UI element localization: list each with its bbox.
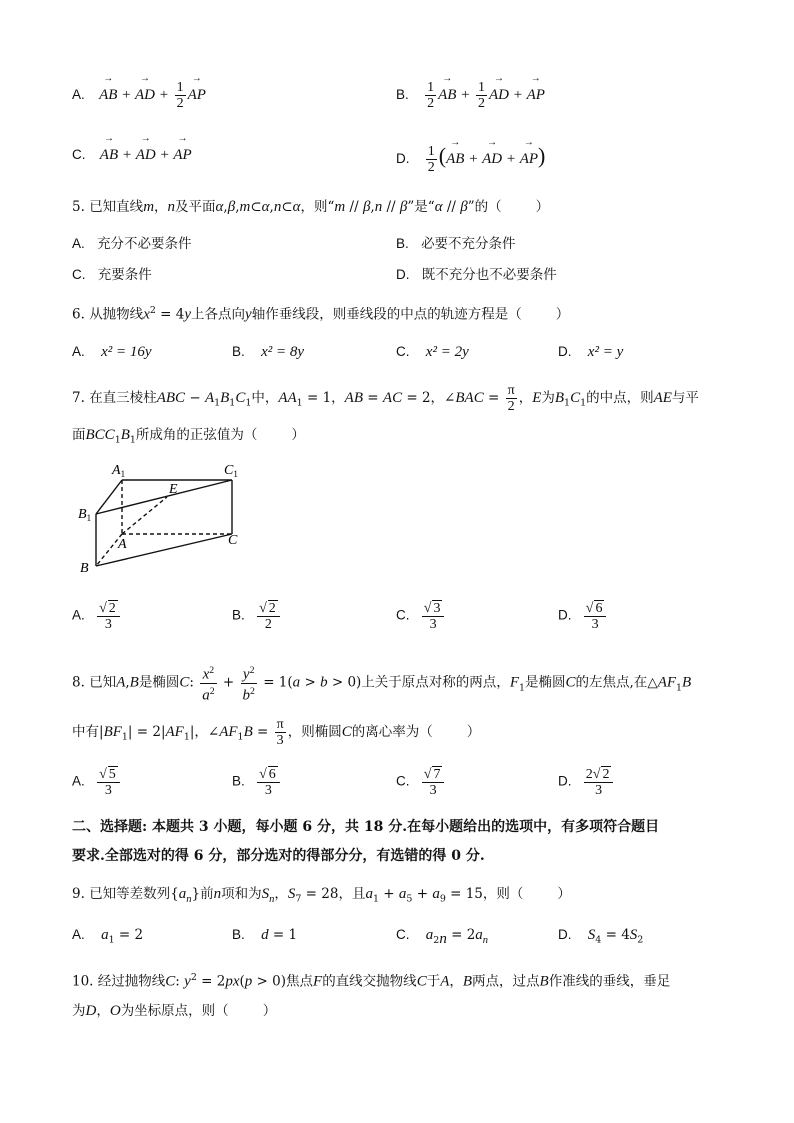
stem-text: 已知等差数列 (89, 886, 171, 902)
stem-text: 的中点，则 (586, 390, 654, 406)
stem-text: 焦点 (286, 973, 314, 990)
question-number: 5. (72, 199, 85, 215)
question-number: 9. (72, 886, 85, 902)
stem-text: ”是“ (407, 199, 435, 215)
label-c1: $C_1$ (224, 463, 238, 479)
option-text: 必要不充分条件 (421, 236, 516, 252)
stem-text: 已知直线 (89, 199, 144, 215)
stem-text: 作准线的垂线，垂足 (548, 973, 671, 990)
stem-text: 上关于原点对称的两点， (361, 674, 510, 691)
stem-text: 是椭圆 (138, 674, 180, 691)
stem-text: 前 (200, 886, 214, 902)
option-label: B. (232, 927, 245, 942)
section-2-heading-line1: 二、选择题: 本题共 3 小题，每小题 6 分，共 18 分.在每小题给出的选项中，有多项符合题目 (72, 819, 660, 835)
q9-option-c: C. $a_{2n} = 2a_n$ (396, 927, 489, 947)
stem-text: 的直线交抛物线 (322, 973, 417, 990)
stem-text: 轴作垂线段，则垂线段的中点的轨迹方程是（ (251, 306, 522, 323)
stem-text: 的离心率为（ (351, 724, 433, 740)
stem-text: 已知 (89, 674, 117, 691)
q8-option-b: B. $\frac{√ 6}{3}$ (232, 766, 282, 798)
option-label: A. (72, 236, 85, 251)
option-label: D. (558, 607, 572, 623)
stem-text: 面 (72, 427, 86, 443)
q4-option-d: D. $\frac{1}{2}$ (→ AB + → AD + → AP) (396, 144, 545, 175)
q6-stem: 6. 从抛物线$x^2 = 4y$上各点向y轴作垂线段，则垂线段的中点的轨迹方程是（ ） (72, 305, 570, 323)
option-label: C. (72, 147, 86, 162)
stem-text: ， (274, 886, 288, 902)
stem-text: ） (262, 1003, 277, 1019)
stem-text: ， (331, 390, 345, 406)
option-label: C. (72, 267, 86, 282)
option-label: D. (396, 150, 410, 166)
q5-option-d (396, 264, 557, 286)
q6-option-a (72, 341, 152, 363)
q7-option-d: D. $\frac{√ 6}{3}$ (558, 600, 608, 632)
section-2-heading-line2: 要求.全部选对的得 6 分，部分选对的得部分分，有选错的得 0 分. (72, 848, 485, 864)
label-e: E (169, 482, 178, 497)
option-label: D. (396, 267, 410, 282)
label-a: A (118, 537, 127, 552)
question-number: 10. (72, 973, 94, 990)
stem-text: 与平 (671, 390, 699, 406)
stem-text: 上各点向 (191, 306, 246, 323)
label-c: C (228, 533, 238, 548)
q7-option-b: B. $\frac{√ 2}{2}$ (232, 600, 282, 632)
option-label: A. (72, 344, 85, 359)
q7-option-c: C. $\frac{√ 3}{3}$ (396, 600, 446, 632)
stem-text: 及平面 (175, 199, 216, 215)
stem-text: 从抛物线 (89, 306, 144, 323)
q5-option-b (396, 233, 516, 255)
stem-text: 为坐标原点，则（ (120, 1003, 229, 1019)
option-label: B. (396, 236, 409, 251)
option-label: C. (396, 773, 410, 789)
q6-option-d (558, 341, 623, 363)
option-label: C. (396, 344, 410, 359)
q10-stem-line1: 10. 经过抛物线C: $y^2 = 2px(p > 0)$焦点F的直线交抛物线C于A，B两点，过点B作准线的垂线，垂足 (72, 972, 671, 990)
stem-text: 中， (251, 390, 279, 406)
stem-text: 项和为 (221, 886, 262, 902)
q9-option-d: D. $S_4 = 4S_2$ (558, 927, 644, 946)
label-b: B (80, 561, 89, 576)
stem-text: ， (194, 724, 208, 740)
stem-text: 中有 (72, 724, 99, 740)
stem-text: ，则椭圆 (287, 724, 342, 740)
option-label: D. (558, 344, 572, 359)
stem-text: ”的（ (467, 199, 502, 215)
option-label: B. (232, 607, 245, 623)
label-a1: $A_1$ (112, 463, 126, 479)
option-label: A. (72, 773, 85, 789)
option-expression: x² = 8y (261, 344, 304, 360)
option-expression: x² = y (587, 344, 624, 360)
option-text: 充分不必要条件 (97, 236, 192, 252)
option-expression: x² = 2y (425, 344, 469, 360)
q7-stem-line2: 面$BCC_1B_1$所成角的正弦值为（ ） (72, 427, 305, 446)
q4-option-c: C. → AB + → AD + → AP (72, 144, 192, 166)
option-label: D. (558, 927, 572, 942)
stem-text: 在直三棱柱 (89, 390, 157, 406)
stem-text: 经过抛物线 (97, 973, 166, 990)
q5-option-c (72, 264, 152, 286)
q7-stem-line1: 7. 在直三棱柱ABC − $A_1B_1C_1$中，$AA_1 = 1$，AB = AC = 2，∠BAC = $\frac{\pi}{2}$ ，E为$B_1C_1$的中点，则AE与平 (72, 383, 699, 414)
stem-text: ，且 (338, 886, 366, 902)
prism-figure (72, 458, 252, 580)
stem-text: ，则“ (300, 199, 335, 215)
q8-option-d: D. $\frac{2√ 2}{3}$ (558, 766, 615, 798)
label-b1: $B_1$ (78, 507, 92, 523)
q8-option-c: C. $\frac{√ 7}{3}$ (396, 766, 446, 798)
q4-option-b: B. $\frac{1}{2}$ → AB + $\frac{1}{2}$ → AD + → AP (396, 80, 545, 111)
question-number: 7. (72, 390, 85, 406)
option-label: A. (72, 607, 85, 623)
question-number: 6. (72, 306, 85, 323)
question-number: 8. (72, 674, 85, 691)
edge-bc (96, 534, 232, 566)
q6-option-c (396, 341, 469, 363)
q8-option-a: A. $\frac{√ 5}{3}$ (72, 766, 122, 798)
option-expression: x² = 16y (101, 344, 152, 360)
edge-b1c1 (96, 480, 232, 514)
option-text: 既不充分也不必要条件 (421, 267, 557, 283)
stem-text: 为 (541, 390, 555, 406)
stem-text: ） (466, 724, 481, 740)
stem-text: 所成角的正弦值为（ (135, 427, 258, 443)
stem-text: ） (535, 199, 550, 215)
q5-stem: 5. 已知直线m，n及平面α,β,m⊂α,n⊂α，则“m // β,n // β”是“α // β”的（ ） (72, 199, 550, 215)
q8-stem-line2: 中有$|BF_1| = 2|AF_1|$，$\angle AF_1B$ = $\frac{\pi}{3}$ ，则椭圆C的离心率为（ ） (72, 717, 481, 748)
stem-text: ） (555, 306, 570, 323)
stem-text: ，则（ (482, 886, 524, 902)
stem-text: 两点，过点 (472, 973, 540, 990)
option-label: D. (558, 773, 572, 789)
stem-text: 为 (72, 1003, 86, 1019)
q4-option-a: A. → AB + → AD + $\frac{1}{2}$ → AP (72, 80, 206, 111)
stem-text: ） (557, 886, 571, 902)
q9-stem: 9. 已知等差数列$\{a_n\}$前n项和为$S_n$，$S_7 = 28$，且$a_1 + a_5 + a_9 = 15$，则（ ） (72, 886, 571, 905)
option-label: A. (72, 927, 85, 942)
q9-option-a: A. $a_1 = 2$ (72, 927, 144, 946)
q9-option-b: B. d = 1 (232, 927, 298, 943)
option-label: C. (396, 607, 410, 623)
q10-stem-line2: 为D，O为坐标原点，则（ ） (72, 1003, 277, 1019)
q8-stem-line1: 8. 已知A,B是椭圆C: $\frac{x^2}{a^2}$ + $\frac{y^2}{b^2}$ = 1(a > b > 0)上关于原点对称的两点，$F_1$是椭圆C的左焦点,在$\triangle AF_1B$ (72, 665, 692, 704)
option-label: A. (72, 86, 85, 102)
option-text: 充要条件 (97, 267, 152, 283)
option-label: B. (232, 773, 245, 789)
stem-text: ） (291, 427, 305, 443)
option-label: B. (396, 86, 409, 102)
option-label: B. (232, 344, 245, 359)
q5-option-a (72, 233, 192, 255)
stem-text: 的左焦点,在 (575, 674, 648, 691)
q7-option-a: A. $\frac{√ 2}{3}$ (72, 600, 122, 632)
q6-option-b (232, 341, 304, 363)
stem-text: 于 (426, 973, 441, 990)
stem-text: 是椭圆 (525, 674, 566, 691)
option-label: C. (396, 927, 410, 942)
